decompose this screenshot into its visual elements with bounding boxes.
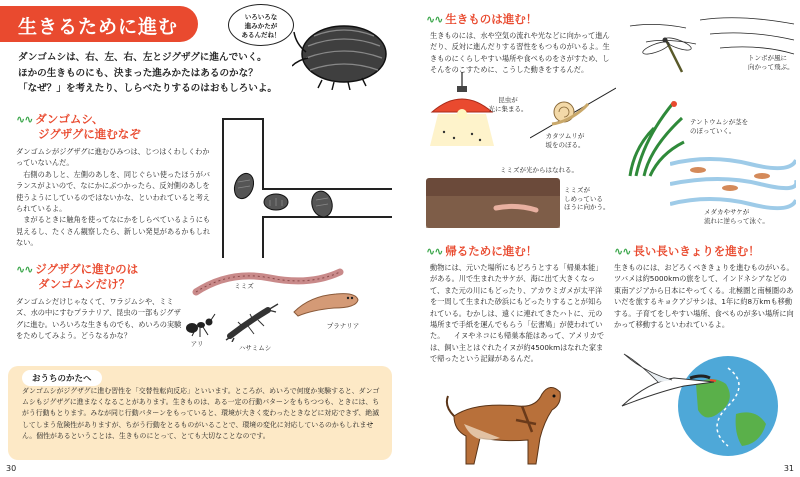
heading-text: 帰るために進む！ xyxy=(445,244,538,258)
dog-illustration xyxy=(444,376,564,466)
maze-illustration xyxy=(218,114,394,260)
label-ant: アリ xyxy=(190,340,204,348)
earwig-illustration xyxy=(224,300,284,342)
heading-line: ジグザグに進むなぞ xyxy=(38,127,141,141)
planaria-illustration xyxy=(290,286,362,320)
speech-bubble: いろいろな 進みかたが あるんだね！ xyxy=(228,4,294,46)
heading-line: ダンゴムシ、 xyxy=(35,112,104,126)
wind-lines xyxy=(700,10,796,60)
label-dragonfly: トンボが風に 向かって飛ぶ。 xyxy=(748,54,794,71)
ant-illustration xyxy=(184,310,218,340)
parent-note-box xyxy=(8,366,392,460)
wave-icon: ∿∿ xyxy=(614,245,634,258)
label-planaria: プラナリア xyxy=(326,322,360,330)
section-body-zigzag: ダンゴムシがジグザグに進むひみつは、じつはくわしくわかっていないんだ。 右側のあしと、左側のあしを、同じぐらい使ったほうがバランスがよいので、なにかにぶつかったら、反対側のあしを使うようにしているのではないかな、といわれていると考えられているよ。 まがるときに触角を使ってなにかをしらべているようにも見えるし、たくさん観察したら、新しい発見があるかもしれない。 xyxy=(16,147,211,248)
label-earthworm: ミミズ xyxy=(234,282,254,290)
right-page xyxy=(400,0,800,477)
page-title: 生きるために進む xyxy=(0,6,198,42)
label-earthworm-light: ミミズが光からはなれる。 xyxy=(500,166,578,174)
page-number-right: 31 xyxy=(783,464,794,473)
section-heading-zigzag xyxy=(16,112,216,141)
wave-icon: ∿∿ xyxy=(16,113,36,126)
page-number-left: 30 xyxy=(6,464,17,473)
pill-bug-illustration xyxy=(292,14,392,90)
heading-line: ダンゴムシだけ？ xyxy=(38,277,131,291)
section-heading-move xyxy=(426,12,537,27)
section-body-move: 生きものには、水や空気の流れや光などに向かって進んだり、反対に進んだりする習性をもつものがいるよ。生きものにくらしやすい場所や食べものをさがすため、しそんをのこすために、こうした動きをするんだ。 xyxy=(430,31,610,75)
section-body-homing: 動物には、元いた場所にもどろうとする「帰巣本能」がある。川で生まれたサケが、海に出て大きくなって、また元の川にもどったり、アカウミガメが太平洋を一周して生まれた砂浜にもどったりすることが知られている。むかしは、遠くに連れてきたハトに、元の場所まで手紙を運んでもらう「伝書鳩」が使われていた。 イヌやネコにも帰巣本能はあって、アメリカでは、飼い主とはぐれたイヌが約4500kmはなれた家まで帰ったという記録があるんだ。 xyxy=(430,263,605,364)
soil-illustration xyxy=(426,178,560,228)
label-ladybug: テントウムシが茎を のぼっていく。 xyxy=(690,118,749,135)
intro-text: ダンゴムシは、右、左、右、左とジグザグに進んでいく。 ほかの生きものにも、決まった進みかたはあるのかな？ 「なぜ？」を考えたり、しらべたりするのはおもしろいよ。 xyxy=(18,52,278,94)
wave-icon: ∿∿ xyxy=(426,245,446,258)
arctic-tern-illustration xyxy=(618,352,718,412)
heading-text: 長い長いきょりを進む！ xyxy=(633,244,760,258)
label-fish: メダカやサケが 流れに逆らって泳ぐ。 xyxy=(704,208,769,225)
label-snail: カタツムリが 坂をのぼる。 xyxy=(545,132,585,149)
label-insects-light: 昆虫が 光に集まる。 xyxy=(488,96,528,113)
section-heading-homing xyxy=(426,244,537,259)
section-body-others: ダンゴムシだけじゃなくて、ワラジムシや、ミミズ、水の中にすむプラナリア、昆虫の一部もジグザグに進む。いろいろな生きものでも、めいろの実験をためしてみよう。どうなるかな？ xyxy=(16,297,182,341)
section-body-long-distance: 生きものには、おどろくべききょりを進むものがいる。ツバメは約5000kmの旅をして、インドネシアなどの東南アジアから日本にやってくる。北極圏と南極圏のあいだを旅するキョクアジサシは、1年に約8万kmも移動する。子育てをしやすい場所、食べものが多い場所に向かって移動するといわれているよ。 xyxy=(614,263,794,330)
heading-line: ジグザグに進むのは xyxy=(35,262,139,276)
dragonfly-illustration xyxy=(626,18,706,78)
parent-note-title: おうちのかたへ xyxy=(22,370,102,386)
parent-note-text: ダンゴムシがジグザグに進む習性を「交替性転向反応」といいます。ところが、めいろで何度か実験すると、ダンゴムシもジグザグに進まなくなることがあります。生きものは、ある一定の行動パターンをもちつつも、ときには、ちがう行動もとります。みなが同じ行動パターンをもっていると、環境が大きく変わったときなどに対応できず、絶滅してしまう危険性がありますが、ちがう行動をとるものがいることで、環境の変化に対応しているのかもしれません。個性があるということは、生きものにとって、とても大切なことなのです。 xyxy=(22,387,380,440)
section-heading-others xyxy=(16,262,216,291)
section-heading-long-distance xyxy=(614,244,760,259)
heading-text: 生きものは進む！ xyxy=(445,12,538,26)
label-earthworm-moist: ミミズが しめっている ほうに向かう。 xyxy=(564,186,610,211)
label-earwig: ハサミムシ xyxy=(238,344,272,352)
wave-icon: ∿∿ xyxy=(16,263,36,276)
wave-icon: ∿∿ xyxy=(426,13,446,26)
